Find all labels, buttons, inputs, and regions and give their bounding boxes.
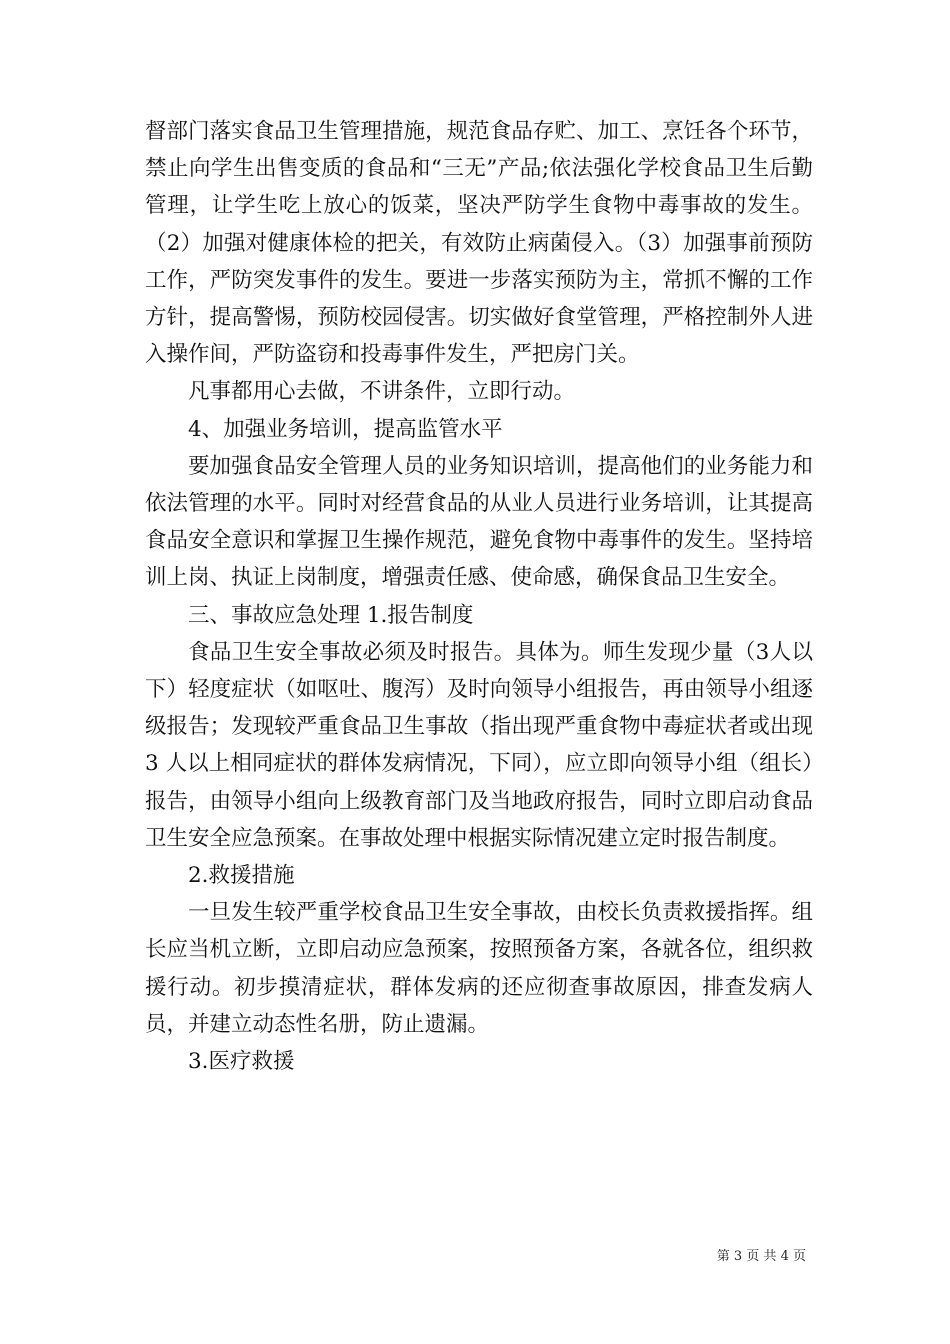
paragraph-rescue: 一旦发生较严重学校食品卫生安全事故，由校长负责救援指挥。组长应当机立断，立即启动应急预案，按照预备方案，各就各位，组织救援行动。初步摸清症状，群体发病的还应彻查事故原因，排查发病人员，并建立动态性名册，防止遗漏。 — [145, 900, 813, 1037]
paragraph-reporting: 食品卫生安全事故必须及时报告。具体为。师生发现少量（3人以下）轻度症状（如呕吐、腹泻）及时向领导小组报告，再由领导小组逐级报告；发现较严重食品卫生事故（指出现严重食物中毒症状者或出现 3 人以上相同症状的群体发病情况，下同），应立即向领导小组（组长）报告，由领导小组向上级教育部门及当地政府报告，同时立即启动食品卫生安全应急预案。在事故处理中根据实际情况建立定时报告制度。 — [145, 639, 813, 851]
paragraph-continuation: 督部门落实食品卫生管理措施，规范食品存贮、加工、烹饪各个环节，禁止向学生出售变质的食品和“三无”产品;依法强化学校食品卫生后勤管理，让学生吃上放心的饭菜，坚决严防学生食物中毒事故的发生。（2）加强对健康体检的把关，有效防止病菌侵入。（3）加强事前预防工作，严防突发事件的发生。要进一步落实预防为主，常抓不懈的工作方针，提高警惕，预防校园侵害。切实做好食堂管理，严格控制外人进入操作间，严防盗窃和投毒事件发生，严把房门关。 — [145, 119, 813, 368]
page-number-footer: 第 3 页 共 4 页 — [716, 1249, 806, 1264]
paragraph-motto: 凡事都用心去做，不讲条件，立即行动。 — [188, 379, 576, 405]
section-heading-emergency: 三、事故应急处理 1.报告制度 — [188, 602, 474, 628]
subheading-medical-rescue: 3.医疗救援 — [188, 1049, 295, 1075]
subheading-rescue-measures: 2.救援措施 — [188, 863, 295, 889]
document-body — [145, 113, 813, 1080]
section-heading-training: 4、加强业务培训，提高监管水平 — [188, 416, 503, 442]
paragraph-training: 要加强食品安全管理人员的业务知识培训，提高他们的业务能力和依法管理的水平。同时对经营食品的从业人员进行业务培训，让其提高食品安全意识和掌握卫生操作规范，避免食物中毒事件的发生。坚持培训上岗、执证上岗制度，增强责任感、使命感，确保食品卫生安全。 — [145, 453, 813, 591]
